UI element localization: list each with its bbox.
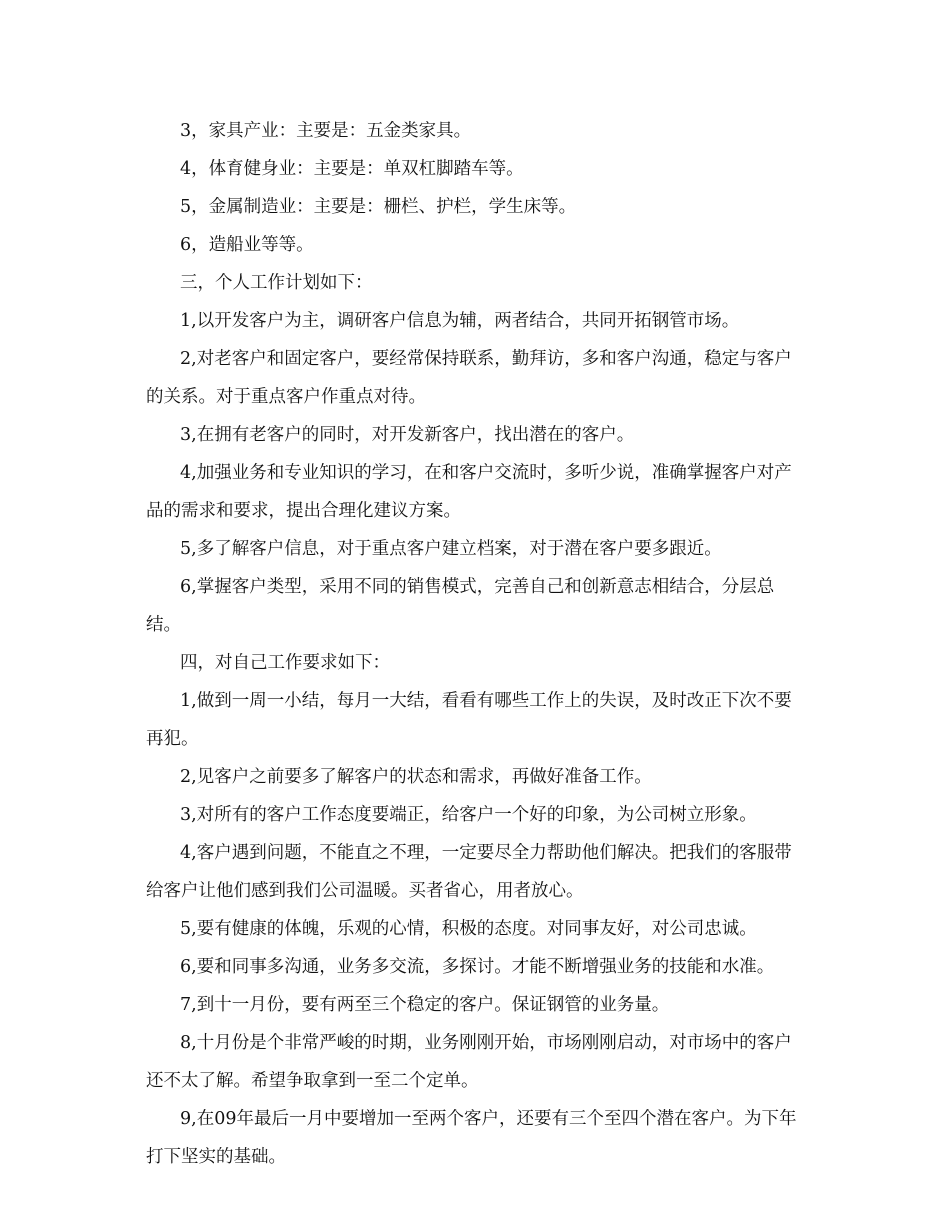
paragraph-13: 1,做到一周一小结，每月一大结，看看有哪些工作上的失误，及时改正下次不要再犯。: [146, 691, 792, 749]
paragraph-18: 6,要和同事多沟通，业务多交流，多探讨。才能不断增强业务的技能和水准。: [180, 957, 775, 977]
paragraph-10: 5,多了解客户信息，对于重点客户建立档案，对于潜在客户要多跟近。: [180, 539, 722, 559]
paragraph-11: 6,掌握客户类型，采用不同的销售模式，完善自己和创新意志相结合，分层总结。: [146, 577, 775, 635]
paragraph-16: 4,客户遇到问题，不能直之不理，一定要尽全力帮助他们解决。把我们的客服带给客户让他们感到我们公司温暖。买者省心，用者放心。: [146, 843, 792, 901]
paragraph-9: 4,加强业务和专业知识的学习，在和客户交流时，多听少说，准确掌握客户对产品的需求和要求，提出合理化建议方案。: [146, 463, 792, 521]
paragraph-21: 9,在09年最后一月中要增加一至两个客户，还要有三个至四个潜在客户。为下年打下坚实的基础。: [146, 1109, 797, 1167]
paragraph-8: 3,在拥有老客户的同时，对开发新客户，找出潜在的客户。: [180, 425, 635, 445]
paragraph-14: 2,见客户之前要多了解客户的状态和需求，再做好准备工作。: [180, 767, 652, 787]
section-heading-4: 四，对自己工作要求如下：: [180, 653, 390, 673]
paragraph-20: 8,十月份是个非常严峻的时期，业务刚刚开始，市场刚刚启动，对市场中的客户还不太了解。希望争取拿到一至二个定单。: [146, 1033, 792, 1091]
section-heading-3: 三，个人工作计划如下：: [180, 273, 373, 293]
paragraph-6: 1,以开发客户为主，调研客户信息为辅，两者结合，共同开拓钢管市场。: [180, 311, 740, 331]
paragraph-7: 2,对老客户和固定客户，要经常保持联系，勤拜访，多和客户沟通，稳定与客户的关系。对于重点客户作重点对待。: [146, 349, 792, 407]
paragraph-1: 3，家具产业：主要是：五金类家具。: [180, 121, 472, 141]
paragraph-19: 7,到十一月份，要有两至三个稳定的客户。保证钢管的业务量。: [180, 995, 670, 1015]
paragraph-17: 5,要有健康的体魄，乐观的心情，积极的态度。对同事友好，对公司忠诚。: [180, 919, 757, 939]
paragraph-15: 3,对所有的客户工作态度要端正，给客户一个好的印象，为公司树立形象。: [180, 805, 757, 825]
paragraph-4: 6，造船业等等。: [180, 235, 314, 255]
paragraph-2: 4，体育健身业：主要是：单双杠脚踏车等。: [180, 159, 524, 179]
document-body: [146, 112, 806, 1176]
paragraph-3: 5，金属制造业：主要是：栅栏、护栏，学生床等。: [180, 197, 577, 217]
